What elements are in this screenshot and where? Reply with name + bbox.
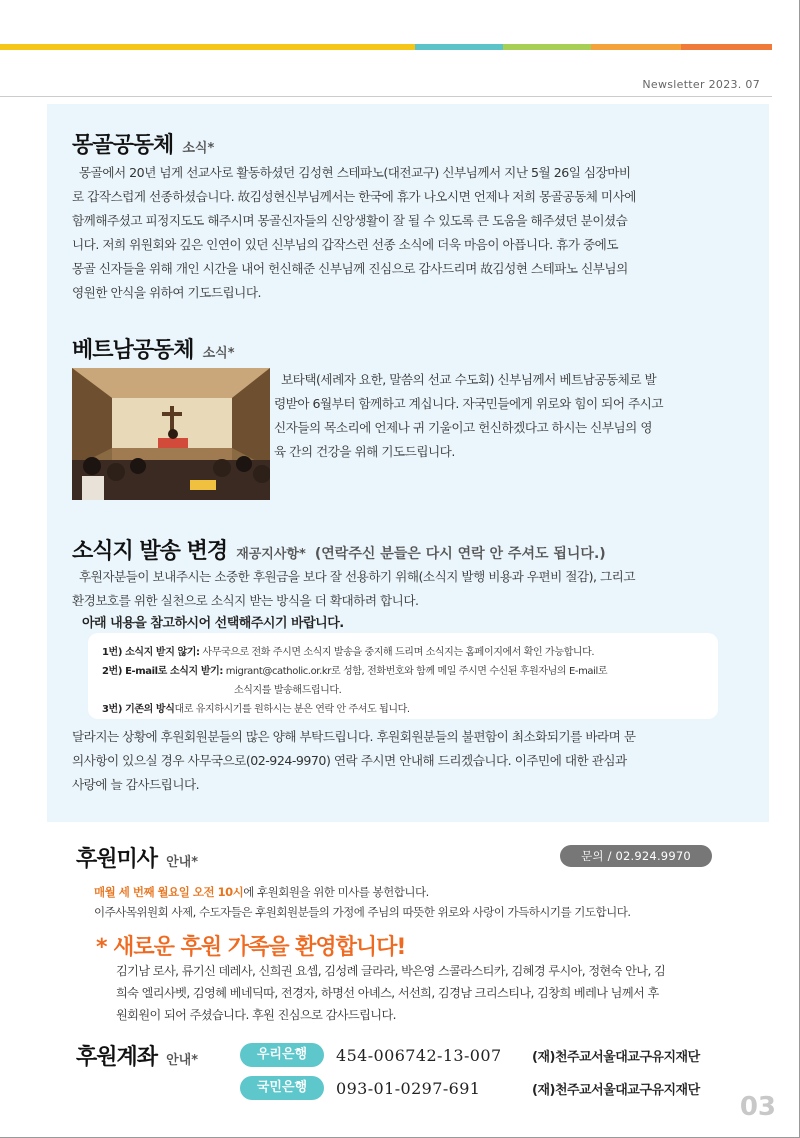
option-3-label: 3번) 기존의 방식 bbox=[102, 704, 175, 715]
mongolia-line: 몽골에서 20년 넘게 선교사로 활동하셨던 김성현 스테파노(대전교구) 신부님께서 지난 5월 26일 심장마비 bbox=[72, 165, 631, 180]
header-divider bbox=[0, 96, 772, 97]
change-section bbox=[72, 534, 762, 565]
mass-line-2: 이주사목위원회 사제, 수도자들은 후원회원분들의 가정에 주님의 따뜻한 위로와 사랑이 가득하시기를 기도합니다. bbox=[94, 905, 631, 919]
account-section bbox=[76, 1040, 198, 1071]
option-2-label: 2번) E-mail로 소식지 받기: bbox=[102, 666, 223, 677]
vietnam-section bbox=[72, 333, 235, 364]
change-instruction: 아래 내용을 참고하시어 선택해주시기 바랍니다. bbox=[82, 616, 344, 631]
bank-name-badge: 우리은행 bbox=[240, 1043, 324, 1067]
option-1-text: 사무국으로 전화 주시면 소식지 발송을 중지해 드리며 소식지는 홈페이지에서 확인 가능합니다. bbox=[199, 647, 595, 658]
mongolia-section bbox=[72, 128, 740, 159]
bank-row-woori bbox=[240, 1043, 700, 1067]
account-number: 093-01-0297-691 bbox=[336, 1078, 481, 1098]
account-subtitle: 안내* bbox=[166, 1053, 199, 1068]
change-line: 후원자분들이 보내주시는 소중한 후원금을 보다 잘 선용하기 위해(소식지 발행 비용과 우편비 절감), 그리고 bbox=[72, 569, 635, 584]
mongolia-line: 니다. 저희 위원회와 깊은 인연이 있던 신부님의 갑작스런 선종 소식에 더욱 마음이 아픕니다. 휴가 중에도 bbox=[72, 237, 619, 252]
mass-subtitle: 안내* bbox=[166, 855, 199, 870]
mass-title: 후원미사 bbox=[76, 847, 158, 872]
mass-line-1-rest: 에 후원회원을 위한 미사를 봉헌합니다. bbox=[243, 885, 429, 899]
mongolia-body bbox=[72, 161, 752, 305]
change-line: 환경보호를 위한 실천으로 소식지 받는 방식을 더 확대하려 합니다. bbox=[72, 593, 419, 608]
new-members bbox=[116, 960, 746, 1026]
contact-badge: 문의 / 02.924.9970 bbox=[560, 845, 712, 867]
change-body bbox=[72, 565, 752, 613]
change-subtitle: 재공지사항* bbox=[236, 547, 306, 562]
vietnam-subtitle: 소식* bbox=[202, 346, 235, 361]
option-3 bbox=[102, 700, 704, 719]
mongolia-line: 영원한 안식을 위하여 기도드립니다. bbox=[72, 285, 261, 300]
church-photo bbox=[72, 368, 270, 500]
members-line: 김기남 로사, 류기신 데레사, 신희권 요셉, 김성례 글라라, 박은영 스콜라스티카, 김혜경 루시아, 정현숙 안나, 김 bbox=[116, 964, 666, 978]
vietnam-body bbox=[274, 368, 744, 464]
option-2-text: migrant@catholic.or.kr로 성함, 전화번호와 함께 메일 주시면 수신된 후원자님의 E-mail로 bbox=[223, 666, 608, 677]
account-holder: (재)천주교서울대교구유지재단 bbox=[532, 1049, 700, 1065]
option-1-label: 1번) 소식지 받지 않기: bbox=[102, 647, 200, 658]
church-photo-image bbox=[72, 368, 270, 500]
members-line: 희숙 엘리사벳, 김영혜 베네딕따, 전경자, 하명선 아녜스, 서선희, 김경남 크리스티나, 김창희 베레나 님께서 후 bbox=[116, 986, 659, 1000]
change-closing bbox=[72, 725, 752, 797]
change-title: 소식지 발송 변경 bbox=[72, 539, 228, 564]
vietnam-line: 육 간의 건강을 위해 기도드립니다. bbox=[274, 444, 455, 459]
closing-line: 의사항이 있으실 경우 사무국으로(02-924-9970) 연락 주시면 안내해 드리겠습니다. 이주민에 대한 관심과 bbox=[72, 753, 627, 768]
option-3-text: 대로 유지하시기를 원하시는 분은 연락 안 주셔도 됩니다. bbox=[174, 704, 410, 715]
vietnam-line: 령받아 6월부터 함께하고 계십니다. 자국민들에게 위로와 힘이 되어 주시고 bbox=[274, 396, 664, 411]
members-line: 원회원이 되어 주셨습니다. 후원 진심으로 감사드립니다. bbox=[116, 1008, 396, 1022]
header-stripe bbox=[0, 44, 772, 50]
change-note: (연락주신 분들은 다시 연락 안 주셔도 됩니다.) bbox=[314, 546, 606, 562]
account-number: 454-006742-13-007 bbox=[336, 1045, 502, 1065]
closing-line: 사랑에 늘 감사드립니다. bbox=[72, 777, 200, 792]
options-box bbox=[88, 633, 718, 719]
issue-label: Newsletter 2023. 07 bbox=[642, 78, 760, 91]
account-holder: (재)천주교서울대교구유지재단 bbox=[532, 1082, 700, 1098]
account-title: 후원계좌 bbox=[76, 1045, 158, 1070]
vietnam-line: 보타택(세례자 요한, 말씀의 선교 수도회) 신부님께서 베트남공동체로 발 bbox=[274, 372, 657, 387]
mongolia-line: 로 갑작스럽게 선종하셨습니다. 故김성현신부님께서는 한국에 휴가 나오시면 언제나 저희 몽골공동체 미사에 bbox=[72, 189, 636, 204]
mass-section bbox=[76, 842, 198, 873]
option-2-continued: 소식지를 발송해드립니다. bbox=[234, 685, 342, 696]
mongolia-subtitle: 소식* bbox=[182, 141, 215, 156]
option-2 bbox=[102, 662, 704, 681]
vietnam-line: 신자들의 목소리에 언제나 귀 기울이고 헌신하겠다고 하시는 신부님의 영 bbox=[274, 420, 652, 435]
mongolia-title: 몽골공동체 bbox=[72, 133, 174, 158]
mongolia-line: 몽골 신자들을 위해 개인 시간을 내어 헌신해준 신부님께 진심으로 감사드리며 故김성현 스테파노 신부님의 bbox=[72, 261, 628, 276]
page-number: 03 bbox=[739, 1092, 776, 1122]
option-1 bbox=[102, 643, 704, 662]
mongolia-line: 함께해주셨고 피정지도도 해주시며 몽골신자들의 신앙생활이 잘 될 수 있도록 큰 도움을 해주셨던 분이셨습 bbox=[72, 213, 628, 228]
welcome-heading: * 새로운 후원 가족을 환영합니다! bbox=[96, 935, 406, 960]
bank-name-badge: 국민은행 bbox=[240, 1076, 324, 1100]
mass-schedule: 매월 세 번째 월요일 오전 10시 bbox=[94, 885, 244, 899]
vietnam-title: 베트남공동체 bbox=[72, 338, 194, 363]
closing-line: 달라지는 상황에 후원회원분들의 많은 양해 부탁드립니다. 후원회원분들의 불편함이 최소화되기를 바라며 문 bbox=[72, 729, 636, 744]
bank-row-kookmin bbox=[240, 1076, 700, 1100]
mass-line-1 bbox=[94, 882, 734, 902]
mass-info bbox=[94, 882, 734, 922]
